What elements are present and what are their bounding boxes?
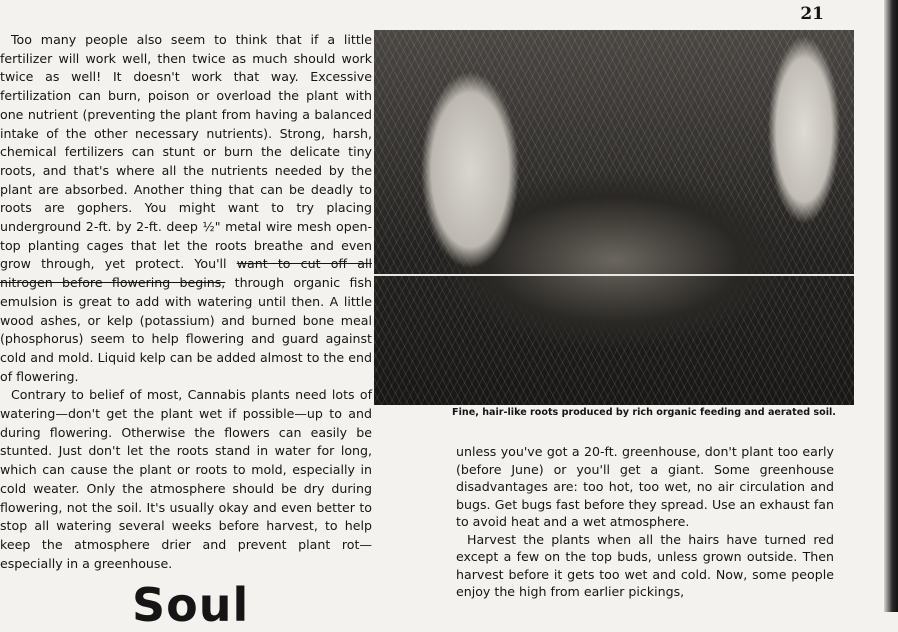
page-number: 21 <box>800 4 824 24</box>
struck-through-text: want to cut off all nitrogen before flowering begins, <box>0 256 372 291</box>
harvest-paragraph: Harvest the plants when all the hairs have turned red except a few on the top buds, unless grown outside. Then harvest before it gets too wet and cold. Now, some people enjoy the high from earlier pickings, <box>456 531 834 599</box>
watering-paragraph: Contrary to belief of most, Cannabis plants need lots of watering—don't get the plant wet if possible—up to and during flowering. Otherwise the flowers can easily be stunted. Just don't let the roots stand in water for long, which can cause the plant or roots to mold, especially in cold weater. Only the atmosphere should be dry during flowering, not the soil. It's usually okay and even better to stop all watering several weeks before harvest, to help keep the atmosphere drier and prevent plant rot—especially in a greenhouse. <box>0 387 372 571</box>
fertilizer-text-continued: through organic fish emulsion is great to add with watering until then. A little wood ashes, or kelp (potassium) and burned bone meal (phosphorus) seem to help flowering and guard against cold and mold. Liquid kelp can be added almost to the end of flowering. <box>0 275 372 384</box>
section-heading: Soul <box>132 578 250 632</box>
fertilizer-paragraph <box>0 31 372 386</box>
scan-artifact-line <box>374 274 854 276</box>
page-edge-shadow <box>884 0 898 612</box>
roots-photo <box>374 30 854 405</box>
fertilizer-text: Too many people also seem to think that if a little fertilizer will work well, then twice as much should work twice as well! It doesn't work that way. Excessive fertilization can burn, poison or overload the plant with one nutrient (preventing the plant from having a balanced intake of the other necessary nutrients). Strong, harsh, chemical fertilizers can stunt or burn the delicate tiny roots, and that's where all the nutrients needed by the plant are absorbed. Another thing that can be deadly to roots are gophers. You might want to try placing underground 2-ft. by 2-ft. deep ½" metal wire mesh open-top planting cages that let the roots breathe and even grow through, yet protect. You'll <box>0 32 372 272</box>
left-text-column <box>0 31 372 573</box>
photo-caption: Fine, hair-like roots produced by rich organic feeding and aerated soil. <box>452 407 836 418</box>
right-text-column <box>456 443 834 601</box>
greenhouse-paragraph: unless you've got a 20-ft. greenhouse, don't plant too early (before June) or you'll get a giant. Some greenhouse disadvantages are: too hot, too wet, no air circulation and bugs. Get bugs fast before they spread. Use an exhaust fan to avoid heat and a wet atmosphere. <box>456 444 834 529</box>
